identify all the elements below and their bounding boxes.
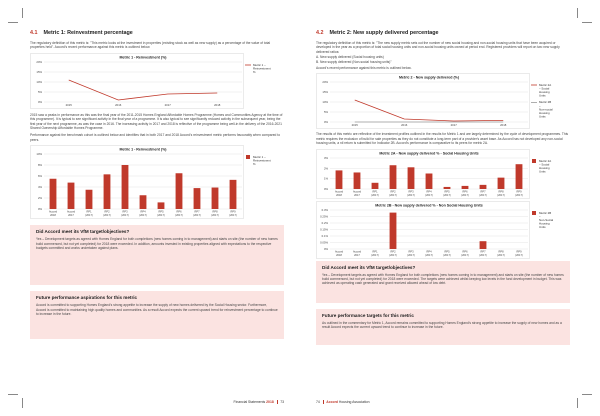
footer-year: 2018 bbox=[266, 399, 274, 404]
intro-paragraph-2: Accord's recent performance against this metric is outlined below. bbox=[316, 66, 412, 71]
footer-text: Housing Association bbox=[338, 399, 370, 404]
x-tick-label: 2018 bbox=[500, 123, 507, 128]
x-tick-label: 2017 bbox=[450, 123, 457, 128]
section-heading bbox=[30, 30, 284, 36]
x-tick-label: (2017) bbox=[407, 193, 415, 197]
bar bbox=[140, 196, 147, 210]
legend-label: % bbox=[253, 69, 256, 74]
x-tick-label: 2018 bbox=[214, 102, 221, 107]
bar bbox=[390, 212, 397, 248]
legend-label: Non-social bbox=[539, 107, 553, 112]
x-tick-label: (2017) bbox=[139, 214, 147, 218]
section-heading bbox=[316, 30, 570, 36]
x-tick-label: RP9 bbox=[230, 210, 236, 214]
x-tick-label: (2017) bbox=[175, 214, 183, 218]
new-supply-trend-chart-svg bbox=[316, 73, 570, 129]
legend-label: Units bbox=[539, 115, 546, 120]
legend-label: Housing bbox=[539, 90, 550, 95]
page-footer bbox=[316, 400, 369, 404]
body-paragraph: The results of this metric are reflective of the investment profiles outlined in the results for Metric 1 and are largely determined by the cycle of development programmes. This metric requires the exclusion of build for sale properties as they do not constitute a long-term part of a provider's asset base. As Accord has not developed any non-social housing units, a nil return is submitted for Indicator 2B. Accord's performance is comparative to its peers for metric 2A. bbox=[316, 132, 569, 146]
legend-label: Metric 2B bbox=[539, 210, 552, 215]
y-tick-label: 15% bbox=[322, 90, 328, 95]
legend-label: Housing bbox=[539, 111, 550, 116]
x-tick-label: RP6 bbox=[462, 250, 468, 254]
y-tick-label: 6% bbox=[37, 174, 42, 179]
legend-swatch bbox=[532, 159, 536, 163]
bar bbox=[444, 187, 451, 189]
legend-label: Reinvestment bbox=[253, 158, 271, 163]
y-tick-label: 10% bbox=[36, 152, 42, 157]
x-tick-label: (2017) bbox=[443, 193, 451, 197]
metric-2b-benchmark-chart-svg bbox=[316, 201, 570, 259]
x-tick-label: (2017) bbox=[371, 253, 379, 257]
footer-text: Financial Statements bbox=[233, 399, 266, 404]
legend-label: Reinvestment bbox=[253, 66, 271, 71]
x-tick-label: RP7 bbox=[480, 250, 486, 254]
x-tick-label: 2017 bbox=[68, 214, 74, 218]
x-tick-label: RP7 bbox=[480, 190, 486, 194]
legend-label: Metric 1 – bbox=[253, 62, 266, 67]
y-tick-label: 20% bbox=[322, 80, 328, 85]
legend-label: Housing bbox=[539, 221, 550, 226]
x-tick-label: RP2 bbox=[390, 190, 396, 194]
legend-label: – bbox=[539, 104, 541, 109]
x-tick-label: RP7 bbox=[194, 210, 200, 214]
metric-2b-benchmark-chart bbox=[316, 201, 570, 259]
legend-label: – Social bbox=[539, 162, 550, 167]
x-tick-label: (2017) bbox=[479, 253, 487, 257]
x-tick-label: RP9 bbox=[516, 250, 522, 254]
page-number: 74 bbox=[316, 399, 320, 404]
legend-label: % bbox=[253, 162, 256, 167]
y-tick-label: 0.1% bbox=[321, 233, 328, 238]
x-tick-label: RP9 bbox=[516, 190, 522, 194]
x-tick-label: (2017) bbox=[157, 214, 165, 218]
reinvestment-benchmark-chart-svg bbox=[30, 145, 284, 219]
x-tick-label: RP8 bbox=[498, 190, 504, 194]
bar bbox=[194, 188, 201, 209]
y-tick-label: 0% bbox=[37, 99, 42, 104]
x-tick-label: Accord bbox=[66, 210, 76, 214]
x-tick-label: RP2 bbox=[104, 210, 110, 214]
x-tick-label: Accord bbox=[352, 190, 362, 194]
x-tick-label: Accord bbox=[334, 250, 344, 254]
x-tick-label: (2017) bbox=[389, 253, 397, 257]
x-tick-label: Accord bbox=[48, 210, 58, 214]
x-tick-label: RP3 bbox=[408, 190, 414, 194]
x-tick-label: 2016 bbox=[115, 102, 122, 107]
x-tick-label: 2018 bbox=[336, 253, 342, 257]
x-tick-label: (2017) bbox=[515, 253, 523, 257]
x-tick-label: (2017) bbox=[103, 214, 111, 218]
section-number: 4.1 bbox=[30, 30, 38, 36]
series-line bbox=[355, 100, 504, 121]
reinvestment-benchmark-chart bbox=[30, 145, 284, 219]
chart-title: Metric 1 - Reinvestment (%) bbox=[119, 147, 167, 152]
box-text: Accord is committed to supporting Homes England's strong appetite to increase the supply of new homes delivered by the Social Housing sector. Furthermore, Accord is committed to maintaining high quality homes and communities. As a result Accord expects the current upward trend for reinvestment percentage to continue to increase in the future. bbox=[36, 303, 278, 317]
x-tick-label: RP1 bbox=[86, 210, 92, 214]
bar bbox=[176, 174, 183, 210]
x-tick-label: 2017 bbox=[354, 193, 360, 197]
y-tick-label: 0.25% bbox=[320, 214, 328, 219]
x-tick-label: RP5 bbox=[444, 250, 450, 254]
future-targets-box bbox=[316, 309, 570, 345]
y-tick-label: 0.3% bbox=[321, 207, 328, 212]
bar bbox=[158, 203, 165, 210]
footer-divider bbox=[277, 400, 278, 404]
x-tick-label: (2017) bbox=[85, 214, 93, 218]
box-title: Future performance targets for this metric bbox=[322, 312, 414, 318]
legend-swatch bbox=[246, 155, 250, 159]
legend-label: Metric 2A bbox=[539, 83, 552, 88]
chart-title: Metric 2 - New supply delivered (%) bbox=[398, 75, 460, 80]
x-tick-label: (2017) bbox=[497, 193, 505, 197]
reinvestment-trend-chart bbox=[30, 53, 284, 109]
metric-2a-benchmark-chart-svg bbox=[316, 149, 570, 199]
legend-label: Units bbox=[539, 224, 546, 229]
legend-label: – bbox=[539, 214, 541, 219]
chart-title: Metric 2B - New supply delivered % - Non Social Housing Units bbox=[375, 203, 483, 208]
legend-label: Metric 1 – bbox=[253, 155, 266, 160]
bar bbox=[408, 167, 415, 189]
bar bbox=[50, 179, 57, 209]
box-title: Did Accord meet its VfM target/objectives? bbox=[322, 264, 416, 270]
intro-paragraph: The regulatory definition of this metric is: "The new supply metric sets out the number of new social housing and non-social housing units that have been acquired or developed in the year as a proportion of total social housing units and non-social housing units owned at period end. Registered providers will report on two new supply delivered ratios: bbox=[316, 41, 560, 54]
vfm-target-box bbox=[316, 261, 570, 303]
x-tick-label: (2017) bbox=[425, 253, 433, 257]
x-tick-label: RP4 bbox=[426, 190, 432, 194]
bar bbox=[104, 175, 111, 210]
x-tick-label: 2015 bbox=[351, 123, 358, 128]
legend-swatch bbox=[532, 211, 536, 215]
x-tick-label: (2017) bbox=[497, 253, 505, 257]
x-tick-label: (2017) bbox=[425, 193, 433, 197]
bar bbox=[336, 170, 343, 189]
x-tick-label: RP8 bbox=[212, 210, 218, 214]
chart-frame bbox=[31, 53, 244, 108]
y-tick-label: 0% bbox=[323, 120, 328, 125]
y-tick-label: 2% bbox=[37, 196, 42, 201]
x-tick-label: (2017) bbox=[371, 193, 379, 197]
bar bbox=[426, 173, 433, 189]
y-tick-label: 10% bbox=[36, 79, 42, 84]
bar bbox=[498, 177, 505, 188]
new-supply-trend-chart bbox=[316, 73, 570, 129]
x-tick-label: RP4 bbox=[426, 250, 432, 254]
x-tick-label: (2017) bbox=[461, 193, 469, 197]
section-title: Metric 2: New supply delivered percentage bbox=[329, 30, 439, 36]
x-tick-label: (2017) bbox=[211, 214, 219, 218]
legend-label: Housing bbox=[539, 165, 550, 170]
legend-label: Metric 2A bbox=[539, 158, 552, 163]
section-title: Metric 1: Reinvestment percentage bbox=[43, 30, 133, 36]
body-paragraph: Performance against the benchmark cohort is outlined below and identifies that in both 2017 and 2018 Accord's reinvestment metric performs favourably when compared to peers. bbox=[30, 133, 281, 142]
bullet-a: A. New supply delivered (Social housing units) bbox=[316, 55, 384, 60]
x-tick-label: RP5 bbox=[444, 190, 450, 194]
x-tick-label: 2018 bbox=[336, 193, 342, 197]
page-footer bbox=[234, 400, 284, 404]
y-tick-label: 8% bbox=[37, 163, 42, 168]
x-tick-label: Accord bbox=[334, 190, 344, 194]
intro-paragraph: The regulatory definition of this metric is: "This metric looks at the investment in properties (existing stock as well as new supply) as a percentage of the value of total properties held". Accord's recent performance against this metric is outlined below. bbox=[30, 41, 271, 50]
bar bbox=[230, 180, 237, 209]
x-tick-label: 2017 bbox=[164, 102, 171, 107]
legend-label: – Social bbox=[539, 86, 550, 91]
x-tick-label: RP6 bbox=[462, 190, 468, 194]
reinvestment-trend-chart-svg bbox=[30, 53, 284, 109]
y-tick-label: 4% bbox=[37, 185, 42, 190]
x-tick-label: RP2 bbox=[390, 250, 396, 254]
bar bbox=[122, 165, 129, 209]
x-tick-label: RP3 bbox=[122, 210, 128, 214]
box-text: Yes – Development targets as agreed with Homes England for both completions (new homes coming in to management) and starts on site (the number of new homes build commenced, but not yet completed) for 2018 were exceeded. In addition, amounts invested in existing properties aligned with expectations to the respective budgets committed and works undertaken against plans. bbox=[36, 237, 278, 251]
x-tick-label: 2015 bbox=[65, 102, 72, 107]
y-tick-label: 0% bbox=[37, 207, 42, 212]
y-tick-label: 0% bbox=[323, 246, 328, 251]
x-tick-label: (2017) bbox=[443, 253, 451, 257]
x-tick-label: RP8 bbox=[498, 250, 504, 254]
y-tick-label: 5% bbox=[37, 89, 42, 94]
x-tick-label: 2016 bbox=[401, 123, 408, 128]
y-tick-label: 2% bbox=[323, 165, 328, 170]
x-tick-label: RP5 bbox=[158, 210, 164, 214]
future-aspirations-box bbox=[30, 291, 284, 339]
bar bbox=[462, 186, 469, 189]
box-text: Yes – Development targets as agreed with Homes England for both completions (new homes coming in to management) and starts on site (the number of new homes build commenced, but not yet completed) for 2018 were exceeded. The targets were achieved whilst keeping low levels in the fund development in budget. This was achieved as operating cash generated and grant received allowed ahead of low debt. bbox=[322, 272, 564, 286]
vfm-target-box bbox=[30, 225, 284, 285]
footer-divider bbox=[323, 400, 324, 404]
x-tick-label: RP4 bbox=[140, 210, 146, 214]
box-title: Future performance aspirations for this metric bbox=[36, 295, 138, 301]
bar bbox=[516, 164, 523, 189]
bar bbox=[480, 185, 487, 189]
legend-label: Units bbox=[539, 169, 546, 174]
legend-label: Non-Social bbox=[539, 217, 554, 222]
x-tick-label: (2017) bbox=[389, 193, 397, 197]
x-tick-label: (2017) bbox=[461, 253, 469, 257]
bar bbox=[372, 182, 379, 188]
bar bbox=[390, 165, 397, 189]
x-tick-label: 2017 bbox=[354, 253, 360, 257]
bar bbox=[480, 241, 487, 249]
y-tick-label: 0.05% bbox=[320, 240, 328, 245]
y-tick-label: 15% bbox=[36, 69, 42, 74]
x-tick-label: RP6 bbox=[176, 210, 182, 214]
footer-org: Accord bbox=[326, 399, 338, 404]
bar bbox=[354, 172, 361, 189]
body-paragraph: 2015 saw a peaks in performance as this was the final year of the 2011-2015 Homes England Affordable Homes Programme (Homes and Communities Agency at the time of this programme). It is typical to see significant activity in the final year of a programme. It is also typical to see significantly reduced activity in the subsequent year, being the first year of the next programme, as was the case in 2016. The increasing activity in 2017 and 2018 is reflective of the programme being well-in the delivery of the 2016-2021 Shared Ownership Affordable Homes Programme. bbox=[30, 112, 283, 131]
legend-label: Units bbox=[539, 94, 546, 99]
section-number: 4.2 bbox=[316, 30, 324, 36]
series-line bbox=[69, 80, 218, 100]
page-number: 73 bbox=[280, 399, 284, 404]
bar bbox=[86, 190, 93, 209]
metric-2a-benchmark-chart bbox=[316, 149, 570, 199]
x-tick-label: RP3 bbox=[408, 250, 414, 254]
x-tick-label: (2017) bbox=[193, 214, 201, 218]
x-tick-label: (2017) bbox=[121, 214, 129, 218]
legend-label: Metric 2B bbox=[539, 100, 552, 105]
bar bbox=[68, 183, 75, 209]
x-tick-label: (2017) bbox=[229, 214, 237, 218]
chart-title: Metric 2A - New supply delivered % - Social Housing Units bbox=[379, 151, 479, 156]
x-tick-label: Accord bbox=[352, 250, 362, 254]
y-tick-label: 1% bbox=[323, 176, 328, 181]
bar bbox=[212, 188, 219, 209]
bullet-b: B. New supply delivered (Non-social housing units)" bbox=[316, 59, 392, 64]
x-tick-label: RP1 bbox=[372, 250, 378, 254]
x-tick-label: (2017) bbox=[479, 193, 487, 197]
box-text: As outlined in the commentary for Metric 1, Accord remains committed to supporting Homes England's strong appetite to increase the supply of new homes and as a result Accord expects the current upward trend to continue to increase in the future. bbox=[322, 320, 562, 330]
x-tick-label: (2017) bbox=[515, 193, 523, 197]
y-tick-label: 0.15% bbox=[320, 227, 328, 232]
chart-title: Metric 1 - Reinvestment (%) bbox=[119, 55, 167, 60]
box-title: Did Accord meet its VfM target/objectives? bbox=[36, 229, 130, 235]
y-tick-label: 20% bbox=[36, 59, 42, 64]
y-tick-label: 0% bbox=[323, 186, 328, 191]
chart-frame bbox=[31, 146, 244, 219]
x-tick-label: (2017) bbox=[407, 253, 415, 257]
x-tick-label: RP1 bbox=[372, 190, 378, 194]
right-page bbox=[300, 0, 600, 416]
y-tick-label: 0.2% bbox=[321, 220, 328, 225]
x-tick-label: 2018 bbox=[50, 214, 56, 218]
y-tick-label: 5% bbox=[323, 110, 328, 115]
y-tick-label: 3% bbox=[323, 155, 328, 160]
y-tick-label: 10% bbox=[322, 100, 328, 105]
